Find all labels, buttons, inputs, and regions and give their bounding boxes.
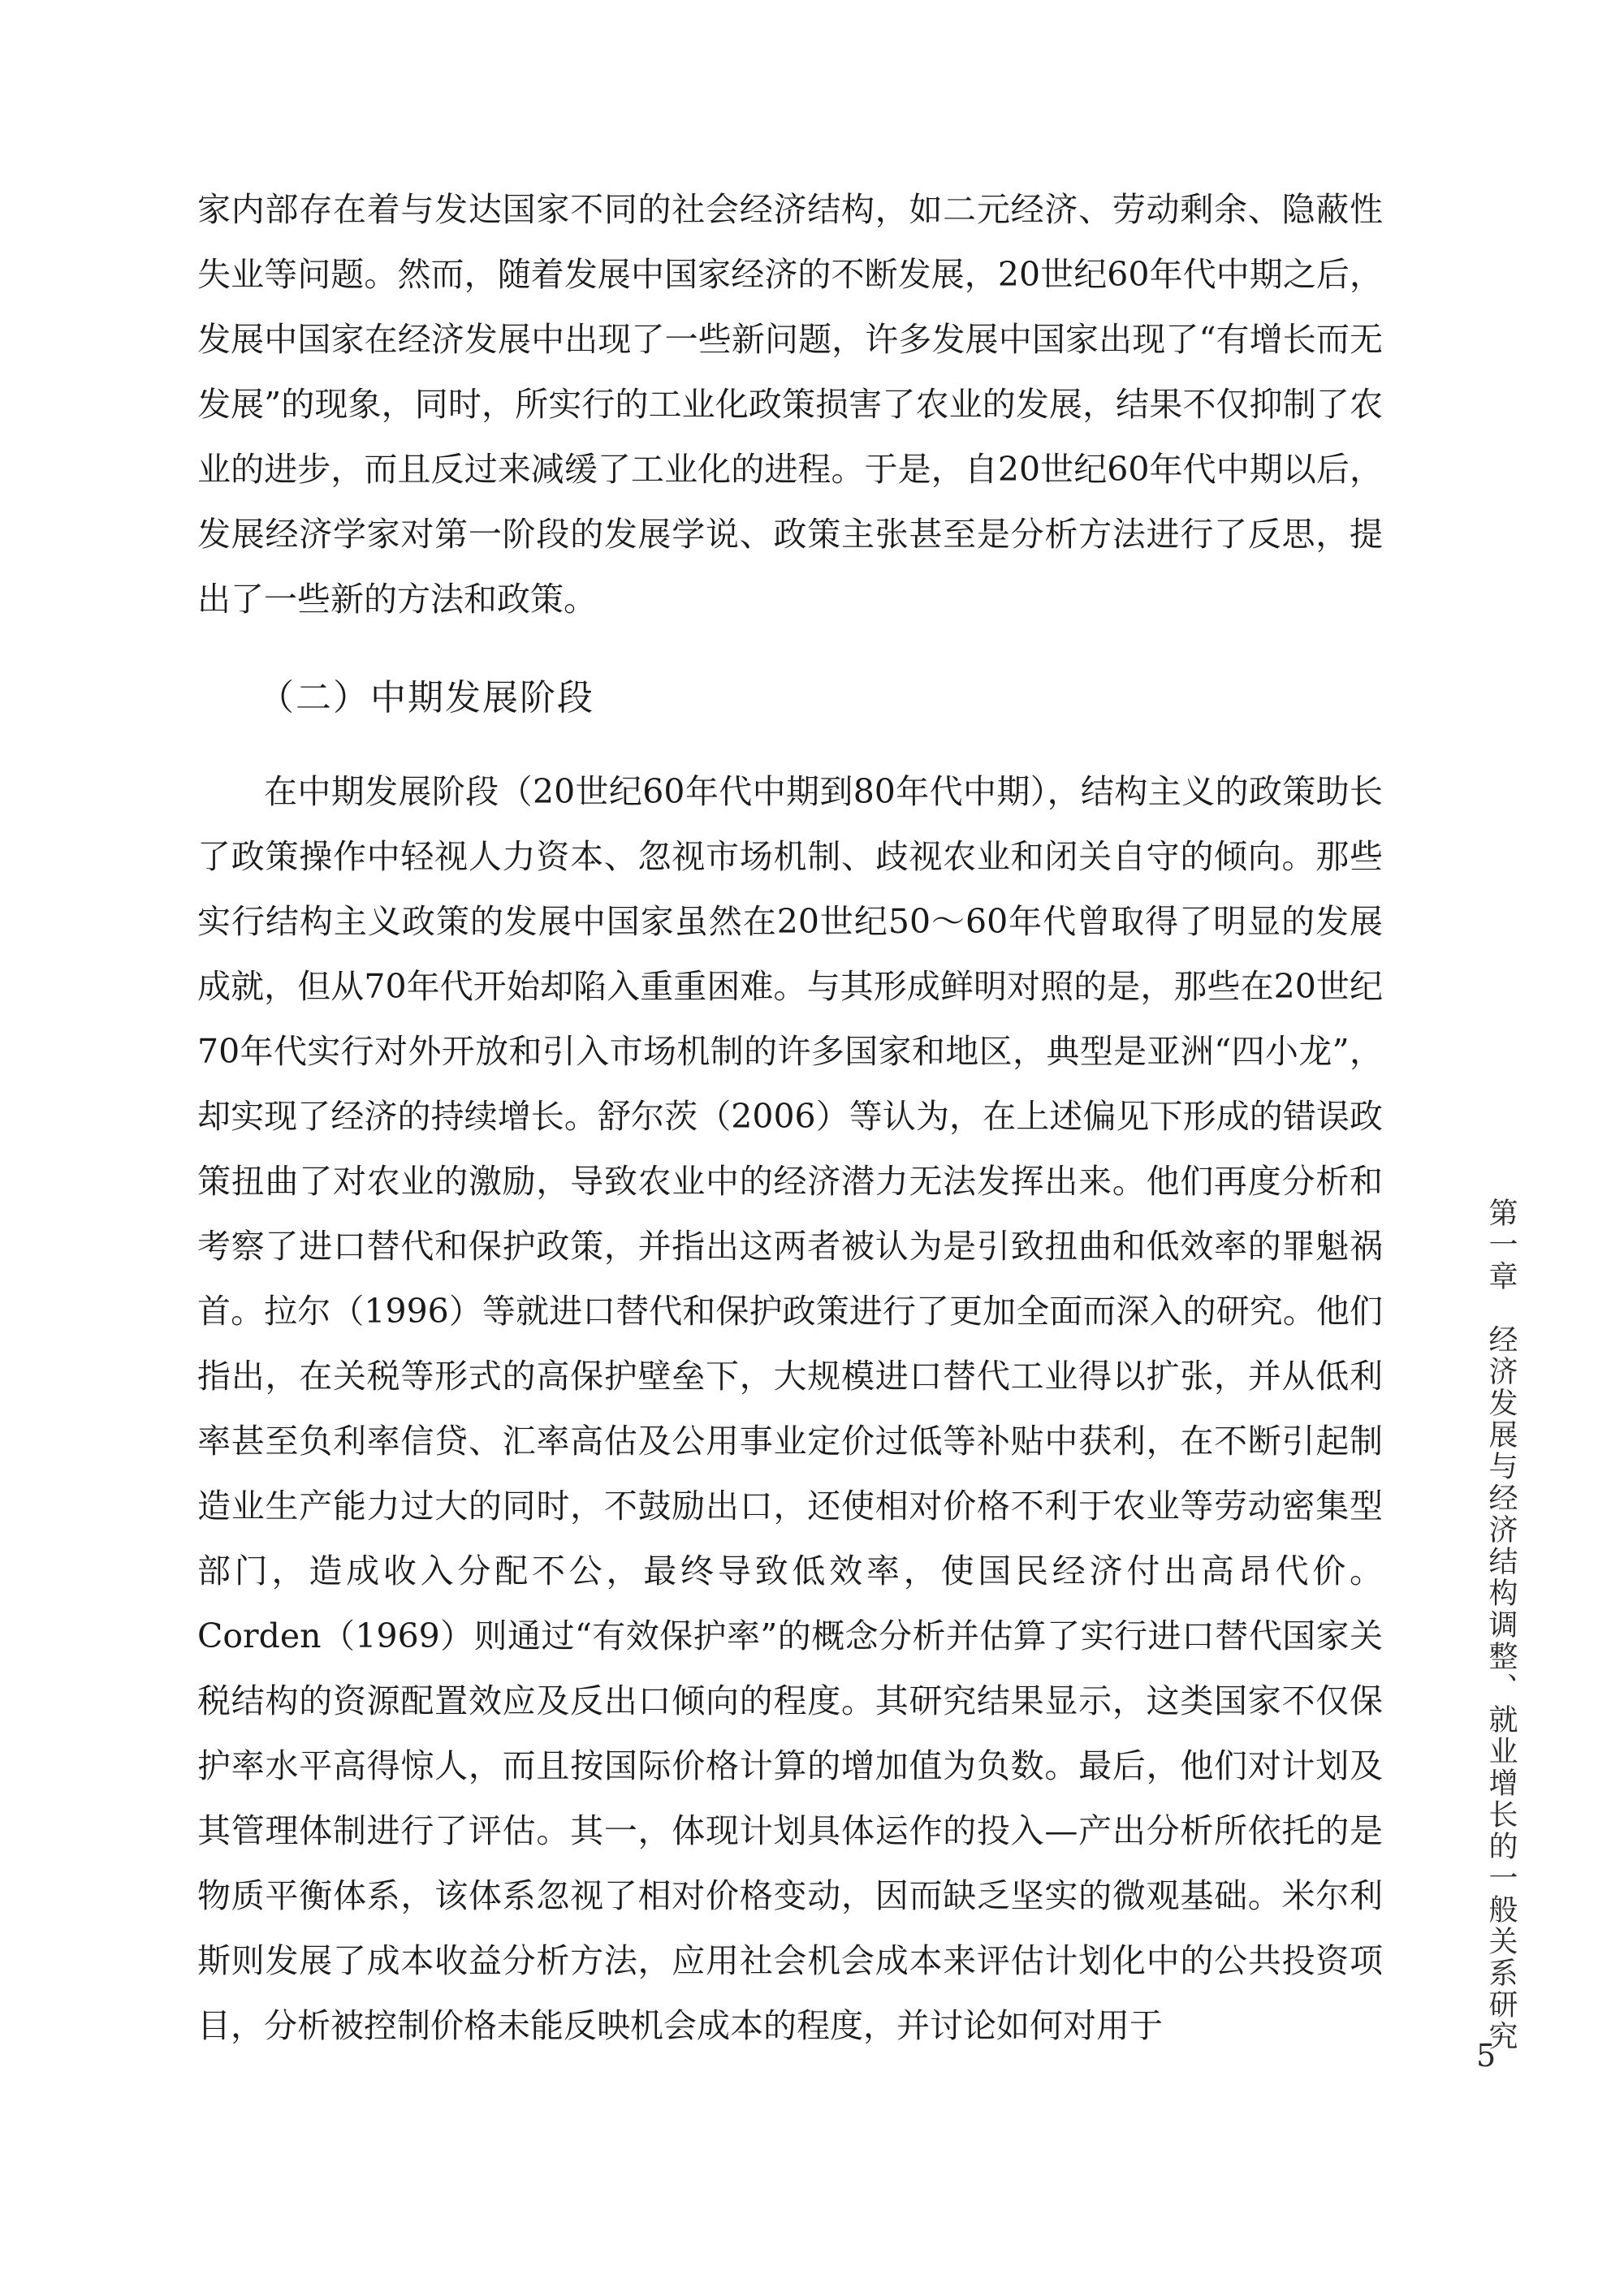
paragraph-main bbox=[197, 759, 1383, 2058]
paragraph-text: 在中期发展阶段（20世纪60年代中期到80年代中期），结构主义的政策助长了政策操作中轻视人力资本、忽视市场机制、歧视农业和闭关自守的倾向。那些实行结构主义政策的发展中国家虽然在20世纪50～60年代曾取得了明显的发展成就，但从70年代开始却陷入重重困难。与其形成鲜明对照的是，那些在20世纪70年代实行对外开放和引入市场机制的许多国家和地区，典型是亚洲“四小龙”，却实现了经济的持续增长。舒尔茨（2006）等认为，在上述偏见下形成的错误政策扭曲了对农业的激励，导致农业中的经济潜力无法发挥出来。他们再度分析和考察了进口替代和保护政策，并指出这两者被认为是引致扭曲和低效率的罪魁祸首。拉尔（1996）等就进口替代和保护政策进行了更加全面而深入的研究。他们指出，在关税等形式的高保护壁垒下，大规模进口替代工业得以扩张，并从低利率甚至负利率信贷、汇率高估及公用事业定价过低等补贴中获利，在不断引起制造业生产能力过大的同时，不鼓励出口，还使相对价格不利于农业等劳动密集型部门，造成收入分配不公，最终导致低效率，使国民经济付出高昂代价。Corden（1969）则通过“有效保护率”的概念分析并估算了实行进口替代国家关税结构的资源配置效应及反出口倾向的程度。其研究结果显示，这类国家不仅保护率水平高得惊人，而且按国际价格计算的增加值为负数。最后，他们对计划及其管理体制进行了评估。其一，体现计划具体运作的投入—产出分析所依托的是物质平衡体系，该体系忽视了相对价格变动，因而缺乏坚实的微观基础。米尔利斯则发展了成本收益分析方法，应用社会机会成本来评估计划化中的公共投资项目，分析被控制价格未能反映机会成本的程度，并讨论如何对用于 bbox=[197, 772, 1383, 2045]
page-number: 5 bbox=[1476, 2038, 1497, 2074]
chapter-side-title: 第一章 经济发展与经济结构调整、就业增长的一般关系研究 bbox=[1484, 1198, 1518, 2052]
paragraph-text: 家内部存在着与发达国家不同的社会经济结构，如二元经济、劳动剩余、隐蔽性失业等问题。然而，随着发展中国家经济的不断发展，20世纪60年代中期之后，发展中国家在经济发展中出现了一些新问题，许多发展中国家出现了“有增长而无发展”的现象，同时，所实行的工业化政策损害了农业的发展，结果不仅抑制了农业的进步，而且反过来减缓了工业化的进程。于是，自20世纪60年代中期以后，发展经济学家对第一阶段的发展学说、政策主张甚至是分析方法进行了反思，提出了一些新的方法和政策。 bbox=[197, 190, 1383, 619]
paragraph-continued bbox=[197, 177, 1383, 632]
section-heading: （二）中期发展阶段 bbox=[258, 677, 594, 719]
